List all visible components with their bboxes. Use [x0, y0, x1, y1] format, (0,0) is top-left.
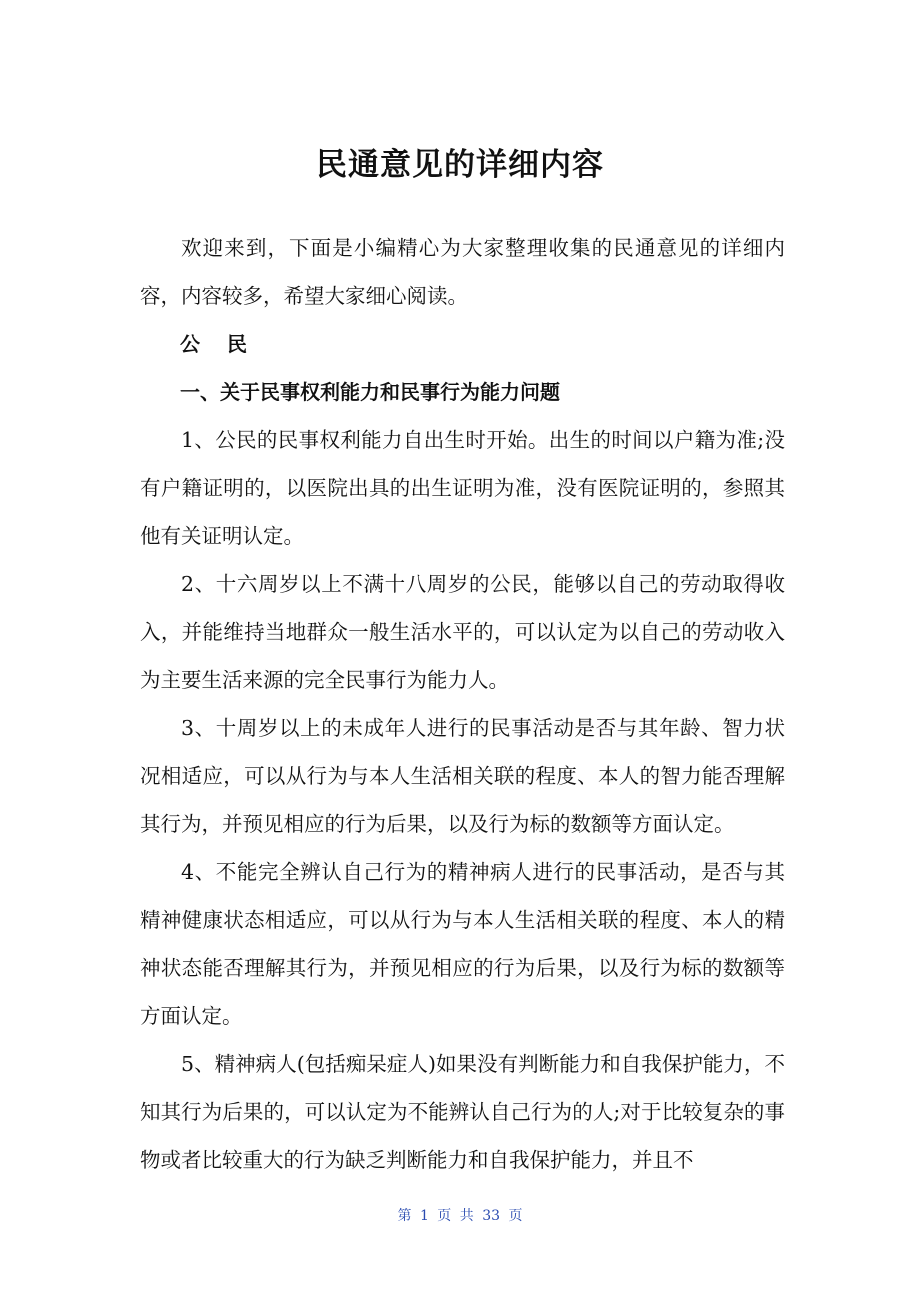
document-body: [140, 224, 785, 1184]
article-paragraph-2: 2、十六周岁以上不满十八周岁的公民，能够以自己的劳动取得收入，并能维持当地群众一般生活水平的，可以认定为以自己的劳动收入为主要生活来源的完全民事行为能力人。: [140, 572, 785, 692]
article-paragraph-5: 5、精神病人(包括痴呆症人)如果没有判断能力和自我保护能力，不知其行为后果的，可以认定为不能辨认自己行为的人;对于比较复杂的事物或者比较重大的行为缺乏判断能力和自我保护能力，并且不: [140, 1052, 785, 1172]
document-title: 民通意见的详细内容: [316, 147, 604, 183]
subsection-heading: 一、关于民事权利能力和民事行为能力问题: [180, 380, 560, 404]
page-number-footer: 第 1 页 共 33 页: [397, 1208, 523, 1224]
intro-paragraph: 欢迎来到，下面是小编精心为大家整理收集的民通意见的详细内容，内容较多，希望大家细心阅读。: [140, 236, 785, 308]
article-paragraph-1: 1、公民的民事权利能力自出生时开始。出生的时间以户籍为准;没有户籍证明的，以医院出具的出生证明为准，没有医院证明的，参照其他有关证明认定。: [140, 428, 785, 548]
article-paragraph-3: 3、十周岁以上的未成年人进行的民事活动是否与其年龄、智力状况相适应，可以从行为与本人生活相关联的程度、本人的智力能否理解其行为，并预见相应的行为后果，以及行为标的数额等方面认定。: [140, 716, 785, 836]
section-heading: 公 民: [180, 332, 257, 356]
article-paragraph-4: 4、不能完全辨认自己行为的精神病人进行的民事活动，是否与其精神健康状态相适应，可以从行为与本人生活相关联的程度、本人的精神状态能否理解其行为，并预见相应的行为后果，以及行为标的数额等方面认定。: [140, 860, 785, 1028]
